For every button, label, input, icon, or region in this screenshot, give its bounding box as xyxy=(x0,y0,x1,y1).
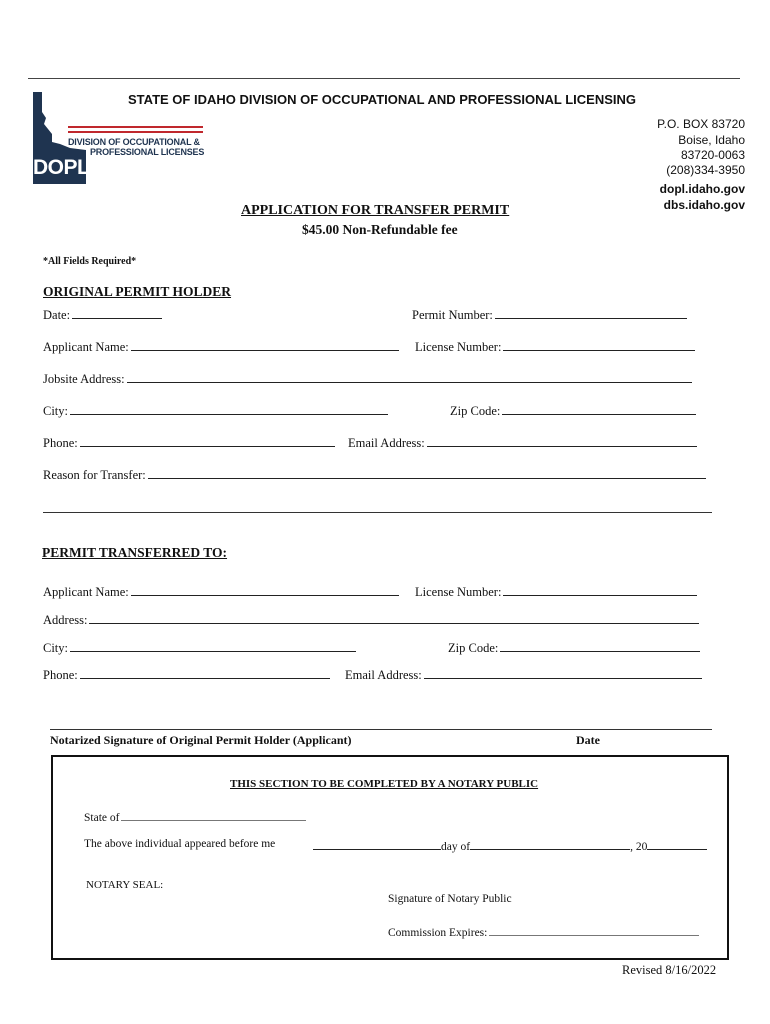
to-zip-label: Zip Code: xyxy=(448,641,499,655)
orig-email-field[interactable] xyxy=(348,435,697,451)
to-email-field[interactable] xyxy=(345,667,702,683)
orig-city-label: City: xyxy=(43,404,69,418)
orig-reason-field[interactable] xyxy=(43,467,706,483)
orig-date-field[interactable] xyxy=(43,307,162,323)
notary-day-blank[interactable] xyxy=(313,838,441,850)
orig-permit-number-field[interactable] xyxy=(412,307,687,323)
orig-phone-label: Phone: xyxy=(43,436,78,450)
to-license-number-label: License Number: xyxy=(415,585,502,599)
orig-jobsite-address-label: Jobsite Address: xyxy=(43,372,125,386)
orig-phone-field[interactable] xyxy=(43,435,335,451)
to-address-label: Address: xyxy=(43,613,88,627)
revised-date: Revised 8/16/2022 xyxy=(622,963,717,977)
to-applicant-name-label: Applicant Name: xyxy=(43,585,129,599)
notary-seal-label: NOTARY SEAL: xyxy=(86,879,164,891)
notary-day-of-label: day of xyxy=(441,841,471,853)
notary-day-field[interactable] xyxy=(313,838,707,853)
original-holder-heading: ORIGINAL PERMIT HOLDER xyxy=(43,284,232,299)
address-line1: P.O. BOX 83720 xyxy=(657,117,745,131)
notary-state-field[interactable] xyxy=(84,809,306,824)
orig-date-label: Date: xyxy=(43,308,71,322)
notary-year-prefix: , 20 xyxy=(630,841,648,853)
to-email-label: Email Address: xyxy=(345,668,422,682)
to-license-number-field[interactable] xyxy=(415,584,697,600)
to-address-field[interactable] xyxy=(43,612,699,628)
orig-zip-field[interactable] xyxy=(450,403,696,419)
logo-abbr: DOPL xyxy=(33,156,90,179)
notary-section xyxy=(51,755,729,960)
address-line3: 83720-0063 xyxy=(680,148,745,162)
logo-red-stripe-2 xyxy=(68,131,203,133)
orig-zip-label: Zip Code: xyxy=(450,404,501,418)
signature-line[interactable] xyxy=(50,729,712,730)
orig-license-number-label: License Number: xyxy=(415,340,502,354)
notary-appeared-label: The above individual appeared before me xyxy=(84,838,276,850)
orig-applicant-name-label: Applicant Name: xyxy=(43,340,129,354)
orig-email-label: Email Address: xyxy=(348,436,425,450)
to-city-label: City: xyxy=(43,641,69,655)
notary-appeared-text xyxy=(84,838,275,850)
logo-line1: DIVISION OF OCCUPATIONAL & xyxy=(68,137,200,147)
signature-date-label: Date xyxy=(576,733,600,747)
to-phone-field[interactable] xyxy=(43,667,330,683)
form-title: APPLICATION FOR TRANSFER PERMIT xyxy=(241,203,510,218)
orig-reason-label: Reason for Transfer: xyxy=(43,468,146,482)
reason-continuation-line[interactable] xyxy=(43,512,712,513)
notary-commission-field[interactable] xyxy=(388,924,699,939)
address-phone: (208)334-3950 xyxy=(666,163,745,177)
orig-jobsite-address-field[interactable] xyxy=(43,371,692,387)
orig-permit-number-label: Permit Number: xyxy=(412,308,493,322)
notary-year-blank[interactable] xyxy=(647,838,707,850)
logo-red-stripe-1 xyxy=(68,126,203,128)
address-web2[interactable]: dbs.idaho.gov xyxy=(663,198,745,212)
notary-commission-label: Commission Expires: xyxy=(388,927,488,939)
agency-title: STATE OF IDAHO DIVISION OF OCCUPATIONAL AND PROFESSIONAL LICENSING xyxy=(128,92,636,107)
dopl-logo xyxy=(30,90,210,186)
address-web1[interactable]: dopl.idaho.gov xyxy=(659,182,745,196)
orig-applicant-name-field[interactable] xyxy=(43,339,399,355)
to-city-field[interactable] xyxy=(43,640,356,656)
orig-license-number-field[interactable] xyxy=(415,339,695,355)
signature-label: Notarized Signature of Original Permit Holder (Applicant) xyxy=(50,733,352,747)
notary-heading: THIS SECTION TO BE COMPLETED BY A NOTARY PUBLIC xyxy=(230,778,539,790)
logo-line2: PROFESSIONAL LICENSES xyxy=(90,147,205,157)
transferred-heading: PERMIT TRANSFERRED TO: xyxy=(42,545,228,560)
to-applicant-name-field[interactable] xyxy=(43,584,399,600)
to-zip-field[interactable] xyxy=(448,640,700,656)
notary-signature-label: Signature of Notary Public xyxy=(388,893,512,905)
to-phone-label: Phone: xyxy=(43,668,78,682)
required-note: *All Fields Required* xyxy=(43,256,137,267)
top-rule xyxy=(28,78,740,79)
form-fee: $45.00 Non-Refundable fee xyxy=(302,222,458,237)
notary-month-blank[interactable] xyxy=(470,838,630,850)
address-line2: Boise, Idaho xyxy=(678,133,745,147)
orig-city-field[interactable] xyxy=(43,403,388,419)
notary-state-label: State of xyxy=(84,812,120,824)
